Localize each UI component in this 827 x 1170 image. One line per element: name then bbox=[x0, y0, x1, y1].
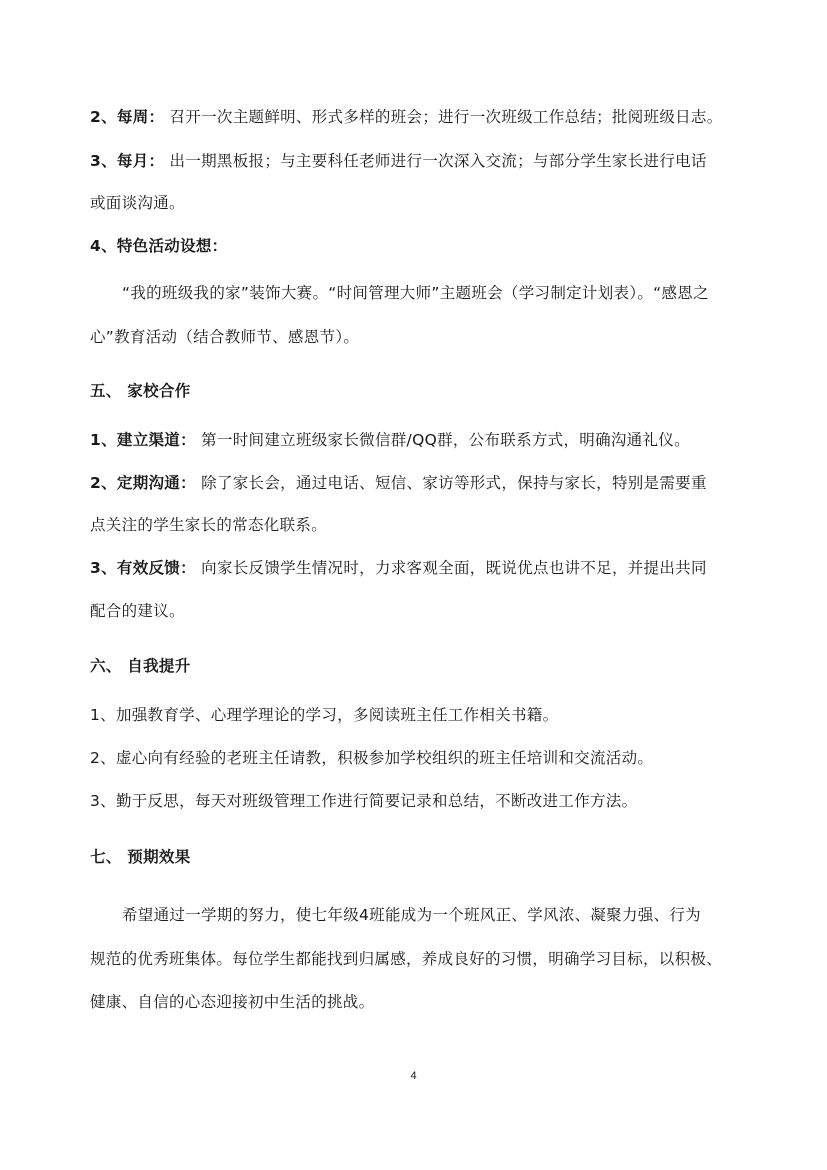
item-label: 建立渠道： bbox=[116, 431, 196, 449]
item-label: 每月： bbox=[116, 152, 165, 170]
section-5-item-1 bbox=[90, 428, 690, 450]
section-5-item-3 bbox=[90, 556, 707, 578]
section-6-item-1: 1、加强教育学、心理学理论的学习，多阅读班主任工作相关书籍。 bbox=[90, 706, 559, 724]
section-6-item-3: 3、勤于反思，每天对班级管理工作进行简要记录和总结，不断改进工作方法。 bbox=[90, 792, 638, 810]
item-number: 3、 bbox=[90, 152, 117, 170]
item-text: 除了家长会，通过电话、短信、家访等形式，保持与家长，特别是需要重 bbox=[201, 474, 707, 492]
item-text: 出一期黑板报；与主要科任老师进行一次深入交流；与部分学生家长进行电话 bbox=[169, 152, 707, 170]
section-6-heading: 六、 自我提升 bbox=[90, 657, 191, 675]
section-5-item-3-continued: 配合的建议。 bbox=[90, 602, 185, 620]
item-label: 有效反馈： bbox=[116, 559, 196, 577]
section-7-line-1: 希望通过一学期的努力，使七年级4班能成为一个班风正、学风浓、凝聚力强、行为 bbox=[122, 906, 701, 924]
item-text: 召开一次主题鲜明、形式多样的班会；进行一次班级工作总结；批阅班级日志。 bbox=[169, 108, 723, 126]
item-number: 3、 bbox=[90, 559, 117, 577]
section-5-heading: 五、 家校合作 bbox=[90, 382, 191, 400]
monthly-item bbox=[90, 149, 707, 171]
item-text: 向家长反馈学生情况时，力求客观全面，既说优点也讲不足，并提出共同 bbox=[201, 559, 707, 577]
special-activities-line-1: “我的班级我的家”装饰大赛。“时间管理大师”主题班会（学习制定计划表）。“感恩之 bbox=[122, 284, 709, 302]
weekly-item bbox=[90, 105, 723, 127]
section-7-line-3: 健康、自信的心态迎接初中生活的挑战。 bbox=[90, 993, 375, 1011]
section-5-item-2 bbox=[90, 471, 707, 493]
monthly-item-continued: 或面谈沟通。 bbox=[90, 194, 185, 212]
item-number: 2、 bbox=[90, 474, 117, 492]
item-label: 定期沟通： bbox=[116, 474, 196, 492]
item-number: 1、 bbox=[90, 431, 117, 449]
item-text: 第一时间建立班级家长微信群/QQ群，公布联系方式，明确沟通礼仪。 bbox=[201, 431, 690, 449]
special-activities-line-2: 心”教育活动（结合教师节、感恩节）。 bbox=[90, 328, 360, 346]
section-7-heading: 七、 预期效果 bbox=[90, 848, 191, 866]
section-7-line-2: 规范的优秀班集体。每位学生都能找到归属感，养成良好的习惯，明确学习目标，以积极、 bbox=[90, 950, 723, 968]
item-number: 2、 bbox=[90, 108, 117, 126]
item-label: 每周： bbox=[116, 108, 165, 126]
page-number: 4 bbox=[410, 1070, 417, 1082]
special-activities-heading: 4、特色活动设想： bbox=[90, 237, 228, 255]
section-5-item-2-continued: 点关注的学生家长的常态化联系。 bbox=[90, 516, 328, 534]
section-6-item-2: 2、虚心向有经验的老班主任请教，积极参加学校组织的班主任培训和交流活动。 bbox=[90, 749, 654, 767]
